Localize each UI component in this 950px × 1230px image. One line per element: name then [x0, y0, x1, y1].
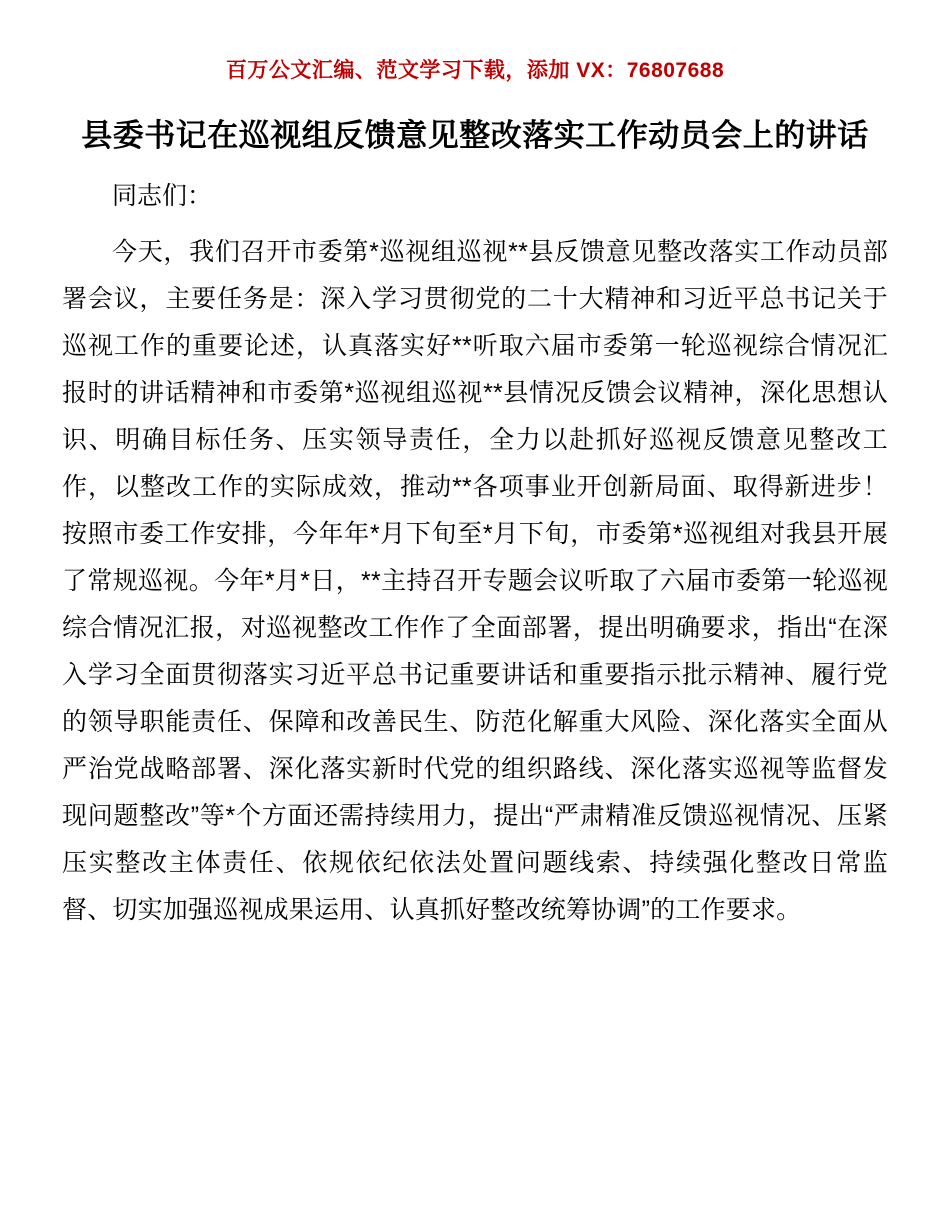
- body-paragraph-1: 今天，我们召开市委第*巡视组巡视**县反馈意见整改落实工作动员部署会议，主要任务是：深入学习贯彻党的二十大精神和习近平总书记关于巡视工作的重要论述，认真落实好**听取六届市委第一轮巡视综合情况汇报时的讲话精神和市委第*巡视组巡视**县情况反馈会议精神，深化思想认识、明确目标任务、压实领导责任，全力以赴抓好巡视反馈意见整改工作，以整改工作的实际成效，推动**各项事业开创新局面、取得新进步！按照市委工作安排，今年年*月下旬至*月下旬，市委第*巡视组对我县开展了常规巡视。今年*月*日，**主持召开专题会议听取了六届市委第一轮巡视综合情况汇报，对巡视整改工作作了全面部署，提出明确要求，指出“在深入学习全面贯彻落实习近平总书记重要讲话和重要指示批示精神、履行党的领导职能责任、保障和改善民生、防范化解重大风险、深化落实全面从严治党战略部署、深化落实新时代党的组织路线、深化落实巡视等监督发现问题整改”等*个方面还需持续用力，提出“严肃精准反馈巡视情况、压紧压实整改主体责任、依规依纪依法处置问题线索、持续强化整改日常监督、切实加强巡视成果运用、认真抓好整改统筹协调”的工作要求。: [62, 238, 888, 925]
- salutation-text: 同志们：: [112, 181, 213, 210]
- watermark-promo-text: 百万公文汇编、范文学习下载，添加 VX：76807688: [225, 59, 725, 82]
- page-title: 县委书记在巡视组反馈意见整改落实工作动员会上的讲话: [81, 118, 869, 153]
